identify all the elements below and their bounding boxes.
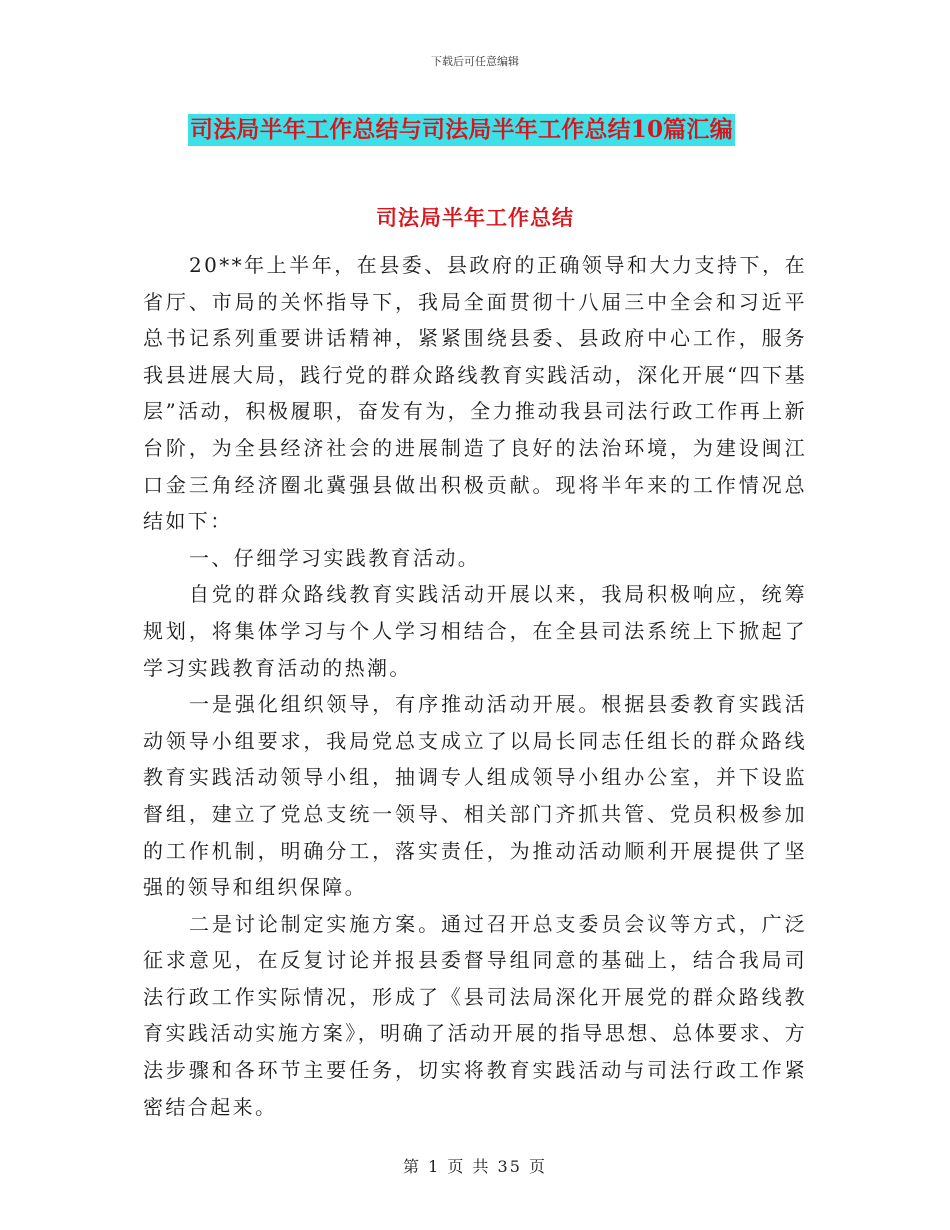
page-number-footer: 第 1 页 共 35 页	[403, 1157, 547, 1176]
section-title: 司法局半年工作总结	[376, 205, 574, 230]
paragraph-activity-overview: 自党的群众路线教育实践活动开展以来，我局积极响应，统筹规划，将集体学习与个人学习相结合，在全县司法系统上下掀起了学习实践教育活动的热潮。	[143, 582, 807, 680]
paragraph-intro: 20**年上半年，在县委、县政府的正确领导和大力支持下，在省厅、市局的关怀指导下，我局全面贯彻十八届三中全会和习近平总书记系列重要讲话精神，紧紧围绕县委、县政府中心工作，服务我县进展大局，践行党的群众路线教育实践活动，深化开展“四下基层”活动，积极履职，奋发有为，全力推动我县司法行政工作再上新台阶，为全县经济社会的进展制造了良好的法治环境，为建设闽江口金三角经济圈北冀强县做出积极贡献。现将半年来的工作情况总结如下：	[143, 253, 807, 534]
document-main-title: 司法局半年工作总结与司法局半年工作总结10篇汇编	[188, 114, 735, 146]
paragraph-organization: 一是强化组织领导，有序推动活动开展。根据县委教育实践活动领导小组要求，我局党总支成立了以局长同志任组长的群众路线教育实践活动领导小组，抽调专人组成领导小组办公室，并下设监督组，建立了党总支统一领导、相关部门齐抓共管、党员积极参加的工作机制，明确分工，落实责任，为推动活动顺利开展提供了坚强的领导和组织保障。	[143, 692, 807, 900]
header-note: 下载后可任意编辑	[431, 55, 519, 68]
paragraph-plan: 二是讨论制定实施方案。通过召开总支委员会议等方式，广泛征求意见，在反复讨论并报县委督导组同意的基础上，结合我局司法行政工作实际情况，形成了《县司法局深化开展党的群众路线教育实践活动实施方案》，明确了活动开展的指导思想、总体要求、方法步骤和各环节主要任务，切实将教育实践活动与司法行政工作紧密结合起来。	[143, 911, 807, 1119]
paragraph-heading-1: 一、仔细学习实践教育活动。	[189, 545, 481, 570]
document-body	[143, 247, 807, 1125]
